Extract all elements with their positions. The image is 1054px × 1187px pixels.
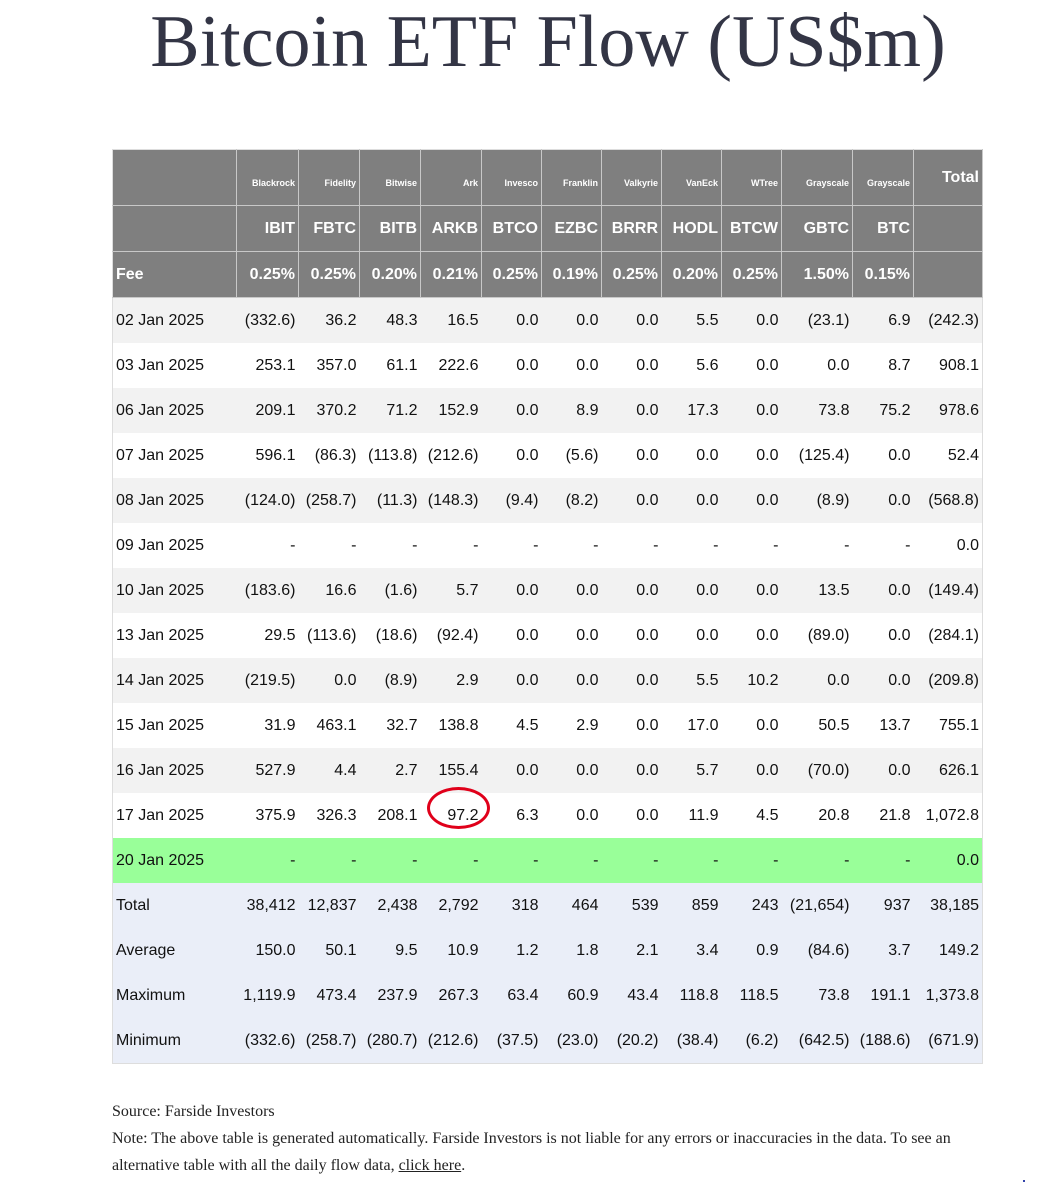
flow-cell: (8.2) [542,478,602,523]
table-row [113,388,983,433]
flow-cell: 6.3 [482,793,542,838]
table-row [113,703,983,748]
flow-cell: 16.5 [421,298,482,344]
ticker-header-row [113,206,983,252]
stat-cell: 38,412 [237,883,299,928]
stat-cell: (642.5) [782,1018,853,1064]
stat-cell: 150.0 [237,928,299,973]
row-date: 14 Jan 2025 [113,658,237,703]
stat-cell: 464 [542,883,602,928]
fee-value: 0.25% [299,252,360,298]
stat-cell: 10.9 [421,928,482,973]
stat-cell: 73.8 [782,973,853,1018]
flow-cell: 0.0 [662,478,722,523]
flow-cell: (86.3) [299,433,360,478]
flow-cell: 0.0 [782,658,853,703]
flow-cell: 0.0 [602,703,662,748]
flow-cell: 0.0 [482,388,542,433]
flow-cell: 0.0 [602,568,662,613]
stat-cell: 2,792 [421,883,482,928]
flow-cell: - [662,523,722,568]
stat-row [113,928,983,973]
flow-cell: 0.0 [722,568,782,613]
issuer-header-row [113,150,983,206]
flow-cell: 5.5 [662,658,722,703]
stat-cell: (23.0) [542,1018,602,1064]
row-total: 0.0 [914,523,983,568]
row-total: 978.6 [914,388,983,433]
flow-cell: 61.1 [360,343,421,388]
flow-cell: 0.0 [602,658,662,703]
source-note: Source: Farside Investors [112,1103,275,1120]
highlight-circle [427,787,490,829]
flow-cell: 0.0 [662,568,722,613]
flow-cell: - [782,523,853,568]
table-row [113,433,983,478]
stat-total: 38,185 [914,883,983,928]
stat-cell: 237.9 [360,973,421,1018]
stat-row [113,973,983,1018]
issuer-header: Fidelity [299,150,360,206]
row-total: (242.3) [914,298,983,344]
flow-cell: 8.7 [853,343,914,388]
header-blank [914,206,983,252]
flow-cell: 0.0 [722,433,782,478]
issuer-header: Invesco [482,150,542,206]
flow-cell: - [421,523,482,568]
fee-value: 1.50% [782,252,853,298]
stat-cell: 2,438 [360,883,421,928]
stat-cell: 1.8 [542,928,602,973]
flow-cell: 16.6 [299,568,360,613]
row-total: 52.4 [914,433,983,478]
flow-cell: 0.0 [542,613,602,658]
flow-cell: (23.1) [782,298,853,344]
flow-cell: - [237,838,299,883]
fee-value: 0.15% [853,252,914,298]
row-total: 755.1 [914,703,983,748]
flow-cell: 0.0 [482,433,542,478]
stat-cell: 859 [662,883,722,928]
table-row [113,613,983,658]
flow-cell: 0.0 [853,658,914,703]
flow-cell: (9.4) [482,478,542,523]
ticker-header: GBTC [782,206,853,252]
flow-cell: 2.7 [360,748,421,793]
stat-cell: 50.1 [299,928,360,973]
flow-cell: - [542,523,602,568]
flow-cell: 0.0 [602,478,662,523]
stat-cell: (6.2) [722,1018,782,1064]
flow-cell: - [360,523,421,568]
flow-cell: 17.3 [662,388,722,433]
fee-value: 0.25% [602,252,662,298]
fee-header-row [113,252,983,298]
table-row [113,568,983,613]
row-total: 626.1 [914,748,983,793]
stat-cell: (332.6) [237,1018,299,1064]
flow-cell: 4.4 [299,748,360,793]
row-total: 1,072.8 [914,793,983,838]
stat-row [113,883,983,928]
stat-cell: 1,119.9 [237,973,299,1018]
table-row [113,658,983,703]
flow-cell: - [542,838,602,883]
flow-cell: 370.2 [299,388,360,433]
corner-dot [1023,1180,1025,1182]
etf-flow-table [112,149,983,1064]
ticker-header: BTCW [722,206,782,252]
stat-cell: (20.2) [602,1018,662,1064]
flow-cell: 375.9 [237,793,299,838]
stat-cell: (188.6) [853,1018,914,1064]
flow-cell: 0.0 [482,298,542,344]
stat-cell: 60.9 [542,973,602,1018]
fee-value: 0.25% [482,252,542,298]
flow-cell: 8.9 [542,388,602,433]
table-row [113,523,983,568]
footnotes [112,1098,992,1179]
flow-cell: 0.0 [542,748,602,793]
flow-cell: 253.1 [237,343,299,388]
stat-cell: 3.4 [662,928,722,973]
flow-cell: 32.7 [360,703,421,748]
flow-cell: 0.0 [542,568,602,613]
row-date: 20 Jan 2025 [113,838,237,883]
flow-cell: 138.8 [421,703,482,748]
flow-cell: 73.8 [782,388,853,433]
fee-value: 0.20% [662,252,722,298]
flow-cell: 0.0 [602,613,662,658]
fee-value: 0.21% [421,252,482,298]
flow-cell: 155.4 [421,748,482,793]
flow-cell: 0.0 [722,748,782,793]
row-date: 10 Jan 2025 [113,568,237,613]
row-date: 02 Jan 2025 [113,298,237,344]
stat-cell: 63.4 [482,973,542,1018]
page-title: Bitcoin ETF Flow (US$m) [150,1,946,83]
flow-cell: 97.2 [421,793,482,838]
stat-cell: 0.9 [722,928,782,973]
flow-cell: 357.0 [299,343,360,388]
flow-cell: 0.0 [482,343,542,388]
flow-cell: 13.5 [782,568,853,613]
flow-cell: (113.6) [299,613,360,658]
issuer-header: Bitwise [360,150,421,206]
flow-cell: 5.7 [662,748,722,793]
stat-cell: (38.4) [662,1018,722,1064]
flow-cell: (183.6) [237,568,299,613]
stat-cell: (212.6) [421,1018,482,1064]
flow-cell: 0.0 [602,388,662,433]
flow-cell: 0.0 [722,298,782,344]
flow-cell: 0.0 [542,343,602,388]
flow-cell: 0.0 [602,748,662,793]
flow-cell: 0.0 [662,613,722,658]
fee-label: Fee [113,252,237,298]
stat-cell: 2.1 [602,928,662,973]
stat-cell: 191.1 [853,973,914,1018]
flow-cell: 0.0 [482,568,542,613]
stat-cell: (84.6) [782,928,853,973]
fee-value: 0.25% [722,252,782,298]
flow-cell: 4.5 [482,703,542,748]
flow-cell: (219.5) [237,658,299,703]
table-row [113,838,983,883]
flow-cell: 0.0 [542,793,602,838]
stat-cell: 12,837 [299,883,360,928]
stat-total: (671.9) [914,1018,983,1064]
issuer-header: Ark [421,150,482,206]
flow-cell: 0.0 [722,343,782,388]
stat-row [113,1018,983,1064]
stat-cell: 937 [853,883,914,928]
flow-cell: (113.8) [360,433,421,478]
flow-cell: 222.6 [421,343,482,388]
stat-cell: (258.7) [299,1018,360,1064]
flow-cell: - [482,523,542,568]
flow-cell: - [722,523,782,568]
flow-cell: 527.9 [237,748,299,793]
flow-cell: - [602,838,662,883]
ticker-header: IBIT [237,206,299,252]
flow-cell: 5.5 [662,298,722,344]
flow-cell: - [482,838,542,883]
flow-cell: (212.6) [421,433,482,478]
stat-cell: (21,654) [782,883,853,928]
flow-cell: - [853,523,914,568]
flow-cell: 2.9 [421,658,482,703]
flow-cell: (332.6) [237,298,299,344]
row-total: 908.1 [914,343,983,388]
flow-cell: 0.0 [602,793,662,838]
stat-cell: 118.8 [662,973,722,1018]
row-date: 17 Jan 2025 [113,793,237,838]
flow-cell: 11.9 [662,793,722,838]
row-date: 09 Jan 2025 [113,523,237,568]
ticker-header: BTCO [482,206,542,252]
stat-label: Minimum [113,1018,237,1064]
ticker-header: BTC [853,206,914,252]
flow-cell: 6.9 [853,298,914,344]
flow-cell: 0.0 [602,433,662,478]
fee-value: 0.20% [360,252,421,298]
flow-cell: 5.6 [662,343,722,388]
flow-cell: (89.0) [782,613,853,658]
ticker-header: ARKB [421,206,482,252]
stat-cell: (280.7) [360,1018,421,1064]
flow-cell: 21.8 [853,793,914,838]
row-total: (568.8) [914,478,983,523]
stat-label: Total [113,883,237,928]
flow-cell: 0.0 [722,478,782,523]
flow-cell: 0.0 [662,433,722,478]
flow-cell: 0.0 [482,658,542,703]
flow-cell: (5.6) [542,433,602,478]
flow-cell: 209.1 [237,388,299,433]
flow-cell: - [782,838,853,883]
click-here-link[interactable]: click here [398,1157,462,1174]
flow-cell: 326.3 [299,793,360,838]
flow-cell: 0.0 [722,613,782,658]
flow-cell: 0.0 [782,343,853,388]
flow-cell: 152.9 [421,388,482,433]
flow-cell: 0.0 [853,433,914,478]
flow-cell: (124.0) [237,478,299,523]
issuer-header: Valkyrie [602,150,662,206]
flow-cell: (11.3) [360,478,421,523]
stat-cell: 318 [482,883,542,928]
header-blank [113,150,237,206]
flow-cell: 0.0 [853,568,914,613]
flow-cell: 4.5 [722,793,782,838]
fee-value: 0.19% [542,252,602,298]
flow-cell: 75.2 [853,388,914,433]
issuer-header: Grayscale [853,150,914,206]
row-date: 13 Jan 2025 [113,613,237,658]
flow-cell: 2.9 [542,703,602,748]
stat-cell: 243 [722,883,782,928]
issuer-header: VanEck [662,150,722,206]
table-row [113,793,983,838]
flow-cell: (1.6) [360,568,421,613]
header-blank [113,206,237,252]
flow-cell: - [237,523,299,568]
flow-cell: - [662,838,722,883]
flow-cell: - [299,523,360,568]
ticker-header: BRRR [602,206,662,252]
row-total: 0.0 [914,838,983,883]
row-date: 03 Jan 2025 [113,343,237,388]
ticker-header: EZBC [542,206,602,252]
ticker-header: HODL [662,206,722,252]
row-total: (209.8) [914,658,983,703]
header-blank [914,252,983,298]
flow-cell: 0.0 [853,478,914,523]
issuer-header: Blackrock [237,150,299,206]
flow-cell: 0.0 [602,298,662,344]
table-row [113,298,983,344]
flow-cell: 20.8 [782,793,853,838]
flow-cell: 0.0 [482,748,542,793]
flow-cell: 50.5 [782,703,853,748]
flow-cell: 0.0 [722,703,782,748]
row-date: 06 Jan 2025 [113,388,237,433]
row-total: (149.4) [914,568,983,613]
stat-cell: 118.5 [722,973,782,1018]
stat-cell: 43.4 [602,973,662,1018]
total-header: Total [914,150,983,206]
flow-cell: 463.1 [299,703,360,748]
flow-cell: 0.0 [542,298,602,344]
flow-cell: 208.1 [360,793,421,838]
flow-cell: 36.2 [299,298,360,344]
flow-cell: 31.9 [237,703,299,748]
table-row [113,478,983,523]
row-date: 16 Jan 2025 [113,748,237,793]
stat-total: 1,373.8 [914,973,983,1018]
flow-cell: (258.7) [299,478,360,523]
stat-label: Maximum [113,973,237,1018]
flow-cell: - [602,523,662,568]
flow-cell: 0.0 [853,613,914,658]
stat-cell: 1.2 [482,928,542,973]
row-date: 07 Jan 2025 [113,433,237,478]
table-row [113,343,983,388]
flow-cell: 5.7 [421,568,482,613]
flow-cell: (148.3) [421,478,482,523]
flow-cell: 596.1 [237,433,299,478]
stat-total: 149.2 [914,928,983,973]
stat-cell: (37.5) [482,1018,542,1064]
issuer-header: Franklin [542,150,602,206]
flow-cell: - [853,838,914,883]
flow-cell: 0.0 [853,748,914,793]
flow-cell: (8.9) [360,658,421,703]
flow-cell: - [421,838,482,883]
stat-cell: 473.4 [299,973,360,1018]
flow-cell: (125.4) [782,433,853,478]
disclaimer-note: Note: The above table is generated automatically. Farside Investors is not liable for any errors or inaccuracies in the data. To see an alternative table with all the daily flow data, click here. [112,1130,951,1174]
ticker-header: BITB [360,206,421,252]
issuer-header: WTree [722,150,782,206]
flow-cell: 10.2 [722,658,782,703]
flow-cell: (8.9) [782,478,853,523]
table-row [113,748,983,793]
flow-cell: - [360,838,421,883]
flow-cell: 0.0 [722,388,782,433]
flow-cell: - [299,838,360,883]
flow-cell: (18.6) [360,613,421,658]
issuer-header: Grayscale [782,150,853,206]
flow-cell: 0.0 [542,658,602,703]
ticker-header: FBTC [299,206,360,252]
stat-cell: 267.3 [421,973,482,1018]
fee-value: 0.25% [237,252,299,298]
stat-cell: 9.5 [360,928,421,973]
flow-cell: 0.0 [482,613,542,658]
stat-label: Average [113,928,237,973]
flow-cell: 29.5 [237,613,299,658]
flow-cell: (70.0) [782,748,853,793]
flow-cell: 48.3 [360,298,421,344]
flow-cell: 13.7 [853,703,914,748]
stat-cell: 3.7 [853,928,914,973]
flow-cell: (92.4) [421,613,482,658]
row-total: (284.1) [914,613,983,658]
row-date: 08 Jan 2025 [113,478,237,523]
flow-cell: - [722,838,782,883]
flow-cell: 71.2 [360,388,421,433]
stat-cell: 539 [602,883,662,928]
flow-cell: 17.0 [662,703,722,748]
flow-cell: 0.0 [602,343,662,388]
row-date: 15 Jan 2025 [113,703,237,748]
flow-cell: 0.0 [299,658,360,703]
